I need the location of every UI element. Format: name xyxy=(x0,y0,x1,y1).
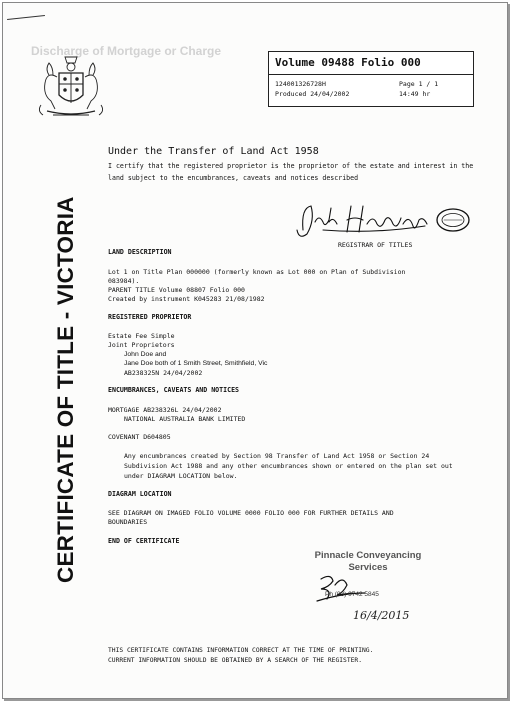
page-block xyxy=(399,79,438,99)
footer-note xyxy=(108,646,373,666)
encumbrances-note: Any encumbrances created by Section 98 Transfer of Land Act 1958 or Section 24 Subdivision Act 1988 and any other encumbrances shown or entered on the plan set out under DIAGRAM LOCATION below. xyxy=(124,452,453,480)
diagram-location-heading: DIAGRAM LOCATION xyxy=(108,490,172,498)
certificate-page xyxy=(2,2,508,699)
land-line: Lot 1 on Title Plan 000000 (formerly known as Lot 000 on Plan of Subdivision xyxy=(108,268,406,276)
land-line: 083984). xyxy=(108,277,140,285)
registrar-signature xyxy=(293,200,473,240)
act-heading: Under the Transfer of Land Act 1958 xyxy=(108,146,319,157)
certifier-initials xyxy=(303,563,423,633)
coat-of-arms-icon xyxy=(33,53,109,123)
land-line: Created by instrument K045283 21/08/1982 xyxy=(108,295,265,303)
joint-proprietors: Joint Proprietors xyxy=(108,341,175,349)
registrar-label: REGISTRAR OF TITLES xyxy=(338,241,413,249)
stamp-company: Services xyxy=(348,562,388,573)
mortgagee-name: NATIONAL AUSTRALIA BANK LIMITED xyxy=(124,415,246,423)
side-title: CERTIFICATE OF TITLE - VICTORIA xyxy=(53,196,78,583)
produced-date: Produced 24/04/2002 xyxy=(275,90,350,98)
volume-box-divider xyxy=(269,74,473,75)
diagram-line: SEE DIAGRAM ON IMAGED FOLIO VOLUME 0000 FOLIO 000 FOR FURTHER DETAILS AND xyxy=(108,509,394,517)
footer-line: THIS CERTIFICATE CONTAINS INFORMATION CORRECT AT THE TIME OF PRINTING. xyxy=(108,647,374,654)
land-description-heading: LAND DESCRIPTION xyxy=(108,248,172,256)
volume-folio: Volume 09488 Folio 000 xyxy=(275,56,421,69)
mortgage-line: MORTGAGE AB238326L 24/04/2002 xyxy=(108,406,222,414)
handwritten-date: 16/4/2015 xyxy=(353,609,410,622)
print-time: 14:49 hr xyxy=(399,90,431,98)
encumbrances-heading: ENCUMBRANCES, CAVEATS AND NOTICES xyxy=(108,386,240,394)
registered-proprietor-heading: REGISTERED PROPRIETOR xyxy=(108,313,192,321)
ghost-heading: Discharge of Mortgage or Charge xyxy=(31,44,222,58)
land-line: PARENT TITLE Volume 08807 Folio 000 xyxy=(108,286,245,294)
diagram-line: BOUNDARIES xyxy=(108,518,148,526)
reference-block xyxy=(275,79,349,99)
stamp-company: Pinnacle Conveyancing xyxy=(314,550,422,561)
certify-text: I certify that the registered proprietor is the proprietor of the estate and interest in the land subject to the encumbrances, caveats and notices described xyxy=(108,162,474,182)
page-number: Page 1 / 1 xyxy=(399,80,439,88)
estate-type: Estate Fee Simple xyxy=(108,332,175,340)
pen-mark xyxy=(7,15,45,20)
end-of-certificate: END OF CERTIFICATE xyxy=(108,537,180,545)
proprietor-name: Jane Doe both of 1 Smith Street, Smithfield, Vic xyxy=(124,360,268,367)
volume-folio-box xyxy=(268,51,474,107)
proprietor-name: John Doe and xyxy=(124,351,167,358)
footer-line: CURRENT INFORMATION SHOULD BE OBTAINED BY A SEARCH OF THE REGISTER. xyxy=(108,657,363,664)
stamp-phone: Ph (03) 9742 5845 xyxy=(325,591,379,598)
reference-number: 124001326728H xyxy=(275,80,326,88)
covenant-line: COVENANT D604805 xyxy=(108,433,171,441)
proprietor-instrument: AB238325N 24/04/2002 xyxy=(124,369,203,377)
